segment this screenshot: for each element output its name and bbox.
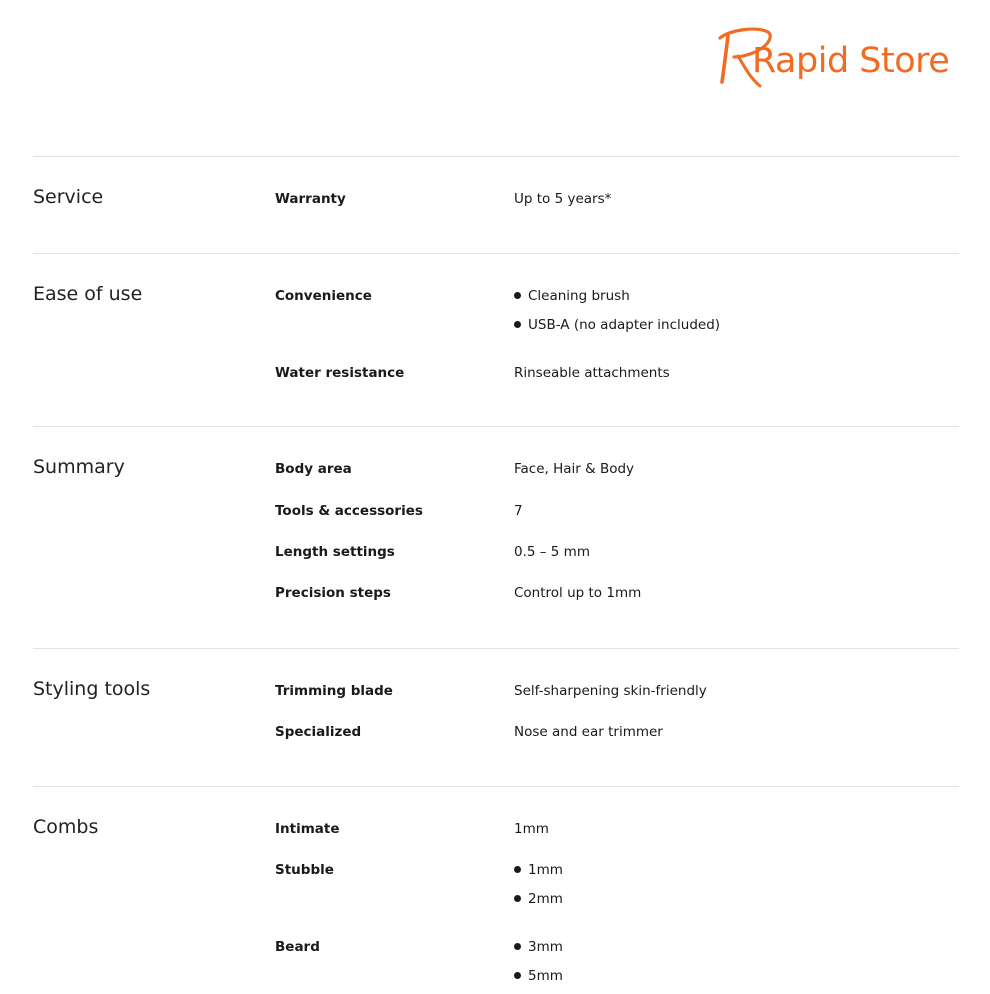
section-styling-tools — [33, 648, 959, 786]
list-item: 2mm — [514, 889, 563, 918]
list-item: 1mm — [514, 860, 563, 889]
spec-value: Self-sharpening skin-friendly — [514, 681, 707, 701]
section-title: Styling tools — [33, 677, 150, 701]
section-ease-of-use — [33, 253, 959, 426]
spec-label: Tools & accessories — [275, 501, 423, 521]
bullet-icon — [514, 943, 521, 950]
section-title: Summary — [33, 455, 125, 479]
section-service — [33, 156, 959, 253]
spec-label: Warranty — [275, 189, 346, 209]
spec-label: Stubble — [275, 860, 334, 880]
list-item: 3mm — [514, 937, 563, 966]
spec-label: Intimate — [275, 819, 340, 839]
bullet-icon — [514, 866, 521, 873]
spec-label: Length settings — [275, 542, 395, 562]
spec-label: Trimming blade — [275, 681, 393, 701]
section-title: Combs — [33, 815, 98, 839]
spec-value: Face, Hair & Body — [514, 459, 634, 479]
bullet-icon — [514, 895, 521, 902]
spec-value: 1mm — [514, 819, 549, 839]
spec-value-list — [514, 860, 563, 917]
section-combs — [33, 786, 959, 993]
section-title: Ease of use — [33, 282, 142, 306]
spec-value: 7 — [514, 501, 523, 521]
spec-value: Nose and ear trimmer — [514, 722, 663, 742]
bullet-icon — [514, 321, 521, 328]
spec-value: Up to 5 years* — [514, 189, 611, 209]
brand-logo — [716, 22, 966, 92]
spec-label: Water resistance — [275, 363, 404, 383]
section-title: Service — [33, 185, 103, 209]
spec-value: 0.5 – 5 mm — [514, 542, 590, 562]
spec-label: Convenience — [275, 286, 372, 306]
bullet-icon — [514, 292, 521, 299]
spec-table — [33, 156, 959, 993]
spec-value-list — [514, 937, 563, 994]
list-item: USB-A (no adapter included) — [514, 315, 720, 344]
spec-value: Control up to 1mm — [514, 583, 641, 603]
spec-label: Precision steps — [275, 583, 391, 603]
brand-name: Rapid Store — [752, 44, 949, 79]
spec-label: Specialized — [275, 722, 361, 742]
spec-value: Rinseable attachments — [514, 363, 670, 383]
spec-value-list — [514, 286, 720, 343]
spec-label: Beard — [275, 937, 320, 957]
spec-label: Body area — [275, 459, 352, 479]
section-summary — [33, 426, 959, 648]
list-item: Cleaning brush — [514, 286, 720, 315]
bullet-icon — [514, 972, 521, 979]
list-item: 5mm — [514, 966, 563, 994]
